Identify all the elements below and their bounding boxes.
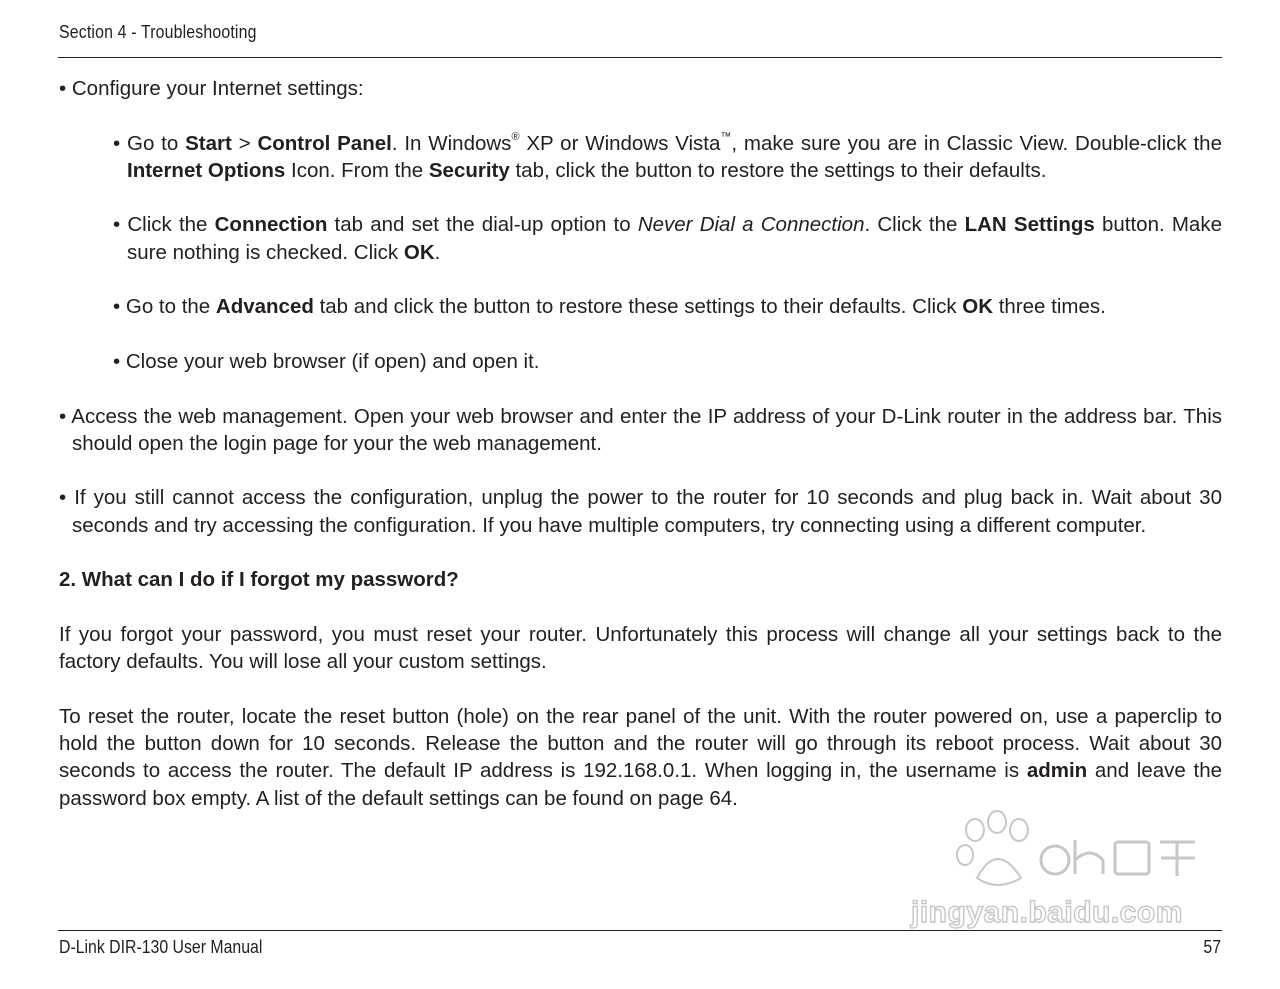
forgot-password-paragraph: If you forgot your password, you must reset your router. Unfortunately this process will change all your settings back to the factory defaults. You will lose all your custom settings. bbox=[59, 622, 1222, 674]
reset-router-paragraph: To reset the router, locate the reset button (hole) on the rear panel of the unit. With the router powered on, use a paperclip to hold the button down for 10 seconds. Release the button and the router will go through its reboot process. Wait about 30 seconds to access the router. The default IP address is 192.168.0.1. When logging in, the username is admin and leave the password box empty. A list of the default settings can be found on page 64. bbox=[59, 704, 1223, 810]
sub-bullet-close-browser: • Close your web browser (if open) and open it. bbox=[113, 349, 540, 373]
lan-settings-label: LAN Settings bbox=[964, 213, 1095, 237]
ok-label: OK bbox=[403, 240, 435, 264]
start-menu-label: Start bbox=[185, 131, 232, 155]
control-panel-label: Control Panel bbox=[257, 131, 392, 155]
default-username: admin bbox=[1026, 759, 1088, 783]
page-body bbox=[59, 75, 1222, 839]
advanced-tab-label: Advanced bbox=[215, 295, 314, 319]
never-dial-option: Never Dial a Connection bbox=[637, 213, 865, 237]
bullet-configure-internet: • Configure your Internet settings: bbox=[59, 77, 364, 100]
section-header: Section 4 - Troubleshooting bbox=[59, 22, 257, 42]
sub-bullet-control-panel: • Go to Start > Control Panel. In Windows® XP or Windows Vista™, make sure you are in Classic View. Double-click the Internet Options Icon. From the Security tab, click the button to restore the settings to their defaults. bbox=[113, 130, 1222, 182]
ok-label: OK bbox=[962, 295, 994, 319]
footer-divider bbox=[58, 930, 1222, 931]
trademark-mark: ™ bbox=[720, 130, 732, 143]
sub-bullet-connection-tab: • Click the Connection tab and set the dial-up option to Never Dial a Connection. Click the LAN Settings button. Make sure nothing is checked. Click OK. bbox=[113, 213, 1222, 264]
connection-tab-label: Connection bbox=[214, 213, 328, 237]
page-number: 57 bbox=[1203, 937, 1221, 957]
internet-options-label: Internet Options bbox=[127, 158, 286, 182]
bullet-access-web-management: • Access the web management. Open your web browser and enter the IP address of your D-Link router in the address bar. This should open the login page for your the web management. bbox=[59, 404, 1222, 455]
sub-bullet-advanced-tab: • Go to the Advanced tab and click the button to restore these settings to their defaults. Click OK three times. bbox=[113, 295, 1106, 319]
watermark-url: jingyan.baidu.com bbox=[911, 896, 1183, 929]
manual-title: D-Link DIR-130 User Manual bbox=[59, 937, 263, 957]
baidu-logo-text bbox=[1041, 840, 1195, 876]
bullet-cannot-access: • If you still cannot access the configuration, unplug the power to the router for 10 seconds and plug back in. Wait about 30 seconds and try accessing the configuration. If you have multiple computers, try connecting using a different computer. bbox=[59, 486, 1222, 537]
registered-mark: ® bbox=[511, 130, 520, 143]
question-heading: 2. What can I do if I forgot my password? bbox=[59, 568, 459, 592]
header-divider bbox=[58, 57, 1222, 58]
security-tab-label: Security bbox=[428, 158, 510, 182]
